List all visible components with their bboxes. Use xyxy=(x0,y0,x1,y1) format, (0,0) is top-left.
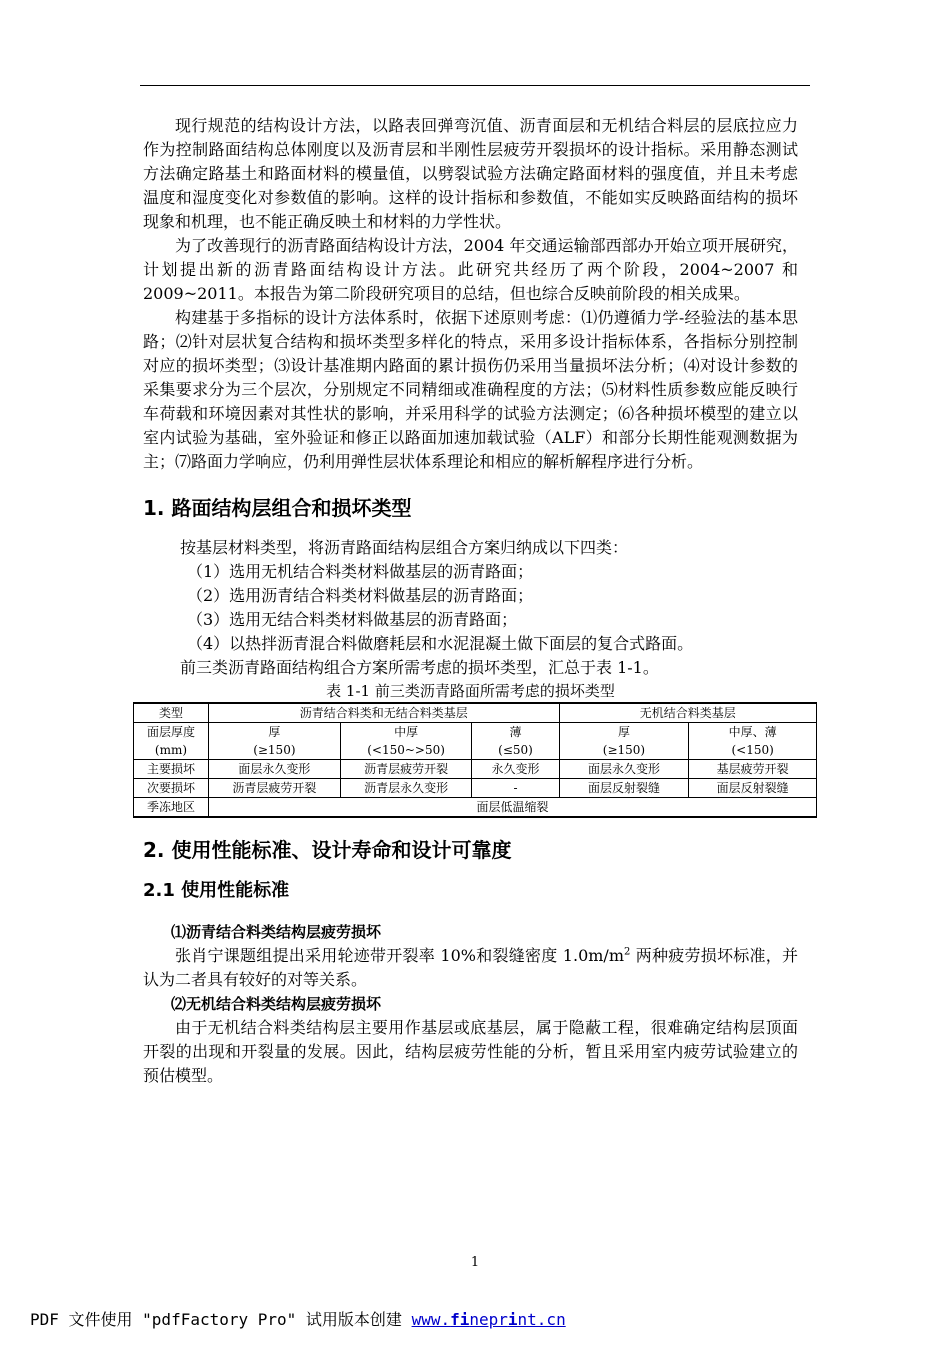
table-cell: 主要损坏 xyxy=(134,760,209,779)
item-1-paragraph xyxy=(143,944,798,992)
table-cell xyxy=(559,723,689,760)
table-cell: 面层反射裂缝 xyxy=(689,779,817,798)
superscript: 2 xyxy=(624,946,631,958)
link-part: nepr xyxy=(469,1310,508,1329)
intro-paragraph-1: 现行规范的结构设计方法，以路表回弹弯沉值、沥青面层和无机结合料层的层底拉应力作为控制路面结构总体刚度以及沥青层和半刚性层疲劳开裂损坏的设计指标。采用静态测试方法确定路基土和路面材料的模量值，以劈裂试验方法确定路面材料的强度值，并且未考虑温度和湿度变化对参数值的影响。这样的设计指标和参数值，不能如实反映路面结构的损坏现象和机理，也不能正确反映土和材料的力学性状。 xyxy=(143,116,798,231)
footer-text: PDF 文件使用 "pdfFactory Pro" 试用版本创建 xyxy=(30,1310,412,1329)
cell-line: (≤50) xyxy=(498,743,533,757)
table-cell: 季冻地区 xyxy=(134,798,209,818)
intro-paragraph-2: 为了改善现行的沥青路面结构设计方法，2004 年交通运输部西部办开始立项开展研究，计划提出新的沥青路面结构设计方法。此研究共经历了两个阶段，2004~2007 和 2009~2011。本报告为第二阶段研究项目的总结，但也综合反映前阶段的相关成果。 xyxy=(143,236,798,303)
cell-line: 厚 xyxy=(617,725,630,739)
section-1-lead: 按基层材料类型，将沥青路面结构层组合方案归纳成以下四类： xyxy=(180,538,629,557)
table-row xyxy=(134,760,817,779)
cell-line: 中厚、薄 xyxy=(728,725,777,739)
section-2-heading: 2. 使用性能标准、设计寿命和设计可靠度 xyxy=(143,838,512,862)
table-cell: 面层永久变形 xyxy=(208,760,340,779)
link-part: fi xyxy=(450,1310,470,1329)
list-item: （1）选用无机结合料类材料做基层的沥青路面； xyxy=(187,562,534,581)
table-cell: 沥青层疲劳开裂 xyxy=(208,779,340,798)
cell-line: 薄 xyxy=(509,725,522,739)
intro-paragraph-3: 构建基于多指标的设计方法体系时，依据下述原则考虑：⑴仍遵循力学-经验法的基本思路；⑵针对层状复合结构和损坏类型多样化的特点，采用多设计指标体系，各指标分别控制对应的损坏类型；⑶设计基准期内路面的累计损伤仍采用当量损坏法分析；⑷对设计参数的采集要求分为三个层次，分别规定不同精细或准确程度的方法；⑸材料性质参数应能反映行车荷载和环境因素对其性状的影响，并采用科学的试验方法测定；⑹各种损坏模型的建立以室内试验为基础，室外验证和修正以路面加速加载试验（ALF）和部分长期性能观测数据为主；⑺路面力学响应，仍利用弹性层状体系理论和相应的解析解程序进行分析。 xyxy=(143,308,798,471)
table-row xyxy=(134,779,817,798)
table-cell: 次要损坏 xyxy=(134,779,209,798)
list-item: （4）以热拌沥青混合料做磨耗层和水泥混凝土做下面层的复合式路面。 xyxy=(187,634,694,653)
cell-line: (mm) xyxy=(154,743,188,757)
item-1-title: ⑴沥青结合料类结构层疲劳损坏 xyxy=(171,923,382,941)
table-cell xyxy=(208,723,340,760)
list-item: （2）选用沥青结合料类材料做基层的沥青路面； xyxy=(187,586,534,605)
cell-line: (≥150) xyxy=(253,743,296,757)
item-1-text-a: 张肖宁课题组提出采用轮迹带开裂率 10%和裂缝密度 1.0m/m xyxy=(175,946,624,965)
table-cell: 沥青层永久变形 xyxy=(340,779,472,798)
table-row xyxy=(134,723,817,760)
table-cell xyxy=(689,723,817,760)
cell-line: (<150) xyxy=(731,743,774,757)
combination-list xyxy=(143,560,798,656)
cell-line: (<150~>50) xyxy=(367,743,445,757)
item-1-text-b: 两种疲劳损坏标准，并认为二者具有较好的对等关系。 xyxy=(143,946,798,989)
item-2-title: ⑵无机结合料类结构层疲劳损坏 xyxy=(171,995,382,1013)
table-cell: 沥青层疲劳开裂 xyxy=(340,760,472,779)
cell-line: 中厚 xyxy=(394,725,419,739)
table-cell: 面层低温缩裂 xyxy=(208,798,816,818)
table-cell xyxy=(472,723,559,760)
table-cell: 永久变形 xyxy=(472,760,559,779)
item-2-paragraph: 由于无机结合料类结构层主要用作基层或底基层，属于隐蔽工程，很难确定结构层顶面开裂的出现和开裂量的发展。因此，结构层疲劳性能的分析，暂且采用室内疲劳试验建立的预估模型。 xyxy=(143,1018,798,1085)
section-2-1-heading: 2.1 使用性能标准 xyxy=(143,880,290,901)
table-cell: 面层永久变形 xyxy=(559,760,689,779)
cell-line: (≥150) xyxy=(602,743,646,757)
cell-line: 面层厚度 xyxy=(146,725,195,739)
table-header-row xyxy=(134,703,817,723)
table-cell: - xyxy=(472,779,559,798)
link-part: nt.cn xyxy=(517,1310,566,1329)
page-content xyxy=(143,114,798,1088)
table-cell: 沥青结合料类和无结合料类基层 xyxy=(208,703,559,723)
list-item: （3）选用无结合料类材料做基层的沥青路面； xyxy=(187,610,518,629)
page-number: 1 xyxy=(470,1255,480,1270)
table-cell: 面层反射裂缝 xyxy=(559,779,689,798)
table-cell: 无机结合料类基层 xyxy=(559,703,816,723)
table-row xyxy=(134,798,817,818)
fineprint-link[interactable] xyxy=(412,1310,566,1329)
link-part: i xyxy=(507,1310,518,1329)
table-cell xyxy=(340,723,472,760)
cell-line: 厚 xyxy=(268,725,281,739)
table-cell: 类型 xyxy=(134,703,209,723)
link-part: www. xyxy=(411,1310,451,1329)
table-cell xyxy=(134,723,209,760)
damage-type-table xyxy=(133,702,817,818)
section-1-heading: 1. 路面结构层组合和损坏类型 xyxy=(143,496,412,520)
table-cell: 基层疲劳开裂 xyxy=(689,760,817,779)
header-rule xyxy=(140,85,810,86)
table-caption: 表 1-1 前三类沥青路面所需考虑的损坏类型 xyxy=(326,682,615,700)
pdf-factory-footer xyxy=(30,1307,566,1330)
table-reference: 前三类沥青路面结构组合方案所需考虑的损坏类型，汇总于表 1-1。 xyxy=(180,658,659,677)
